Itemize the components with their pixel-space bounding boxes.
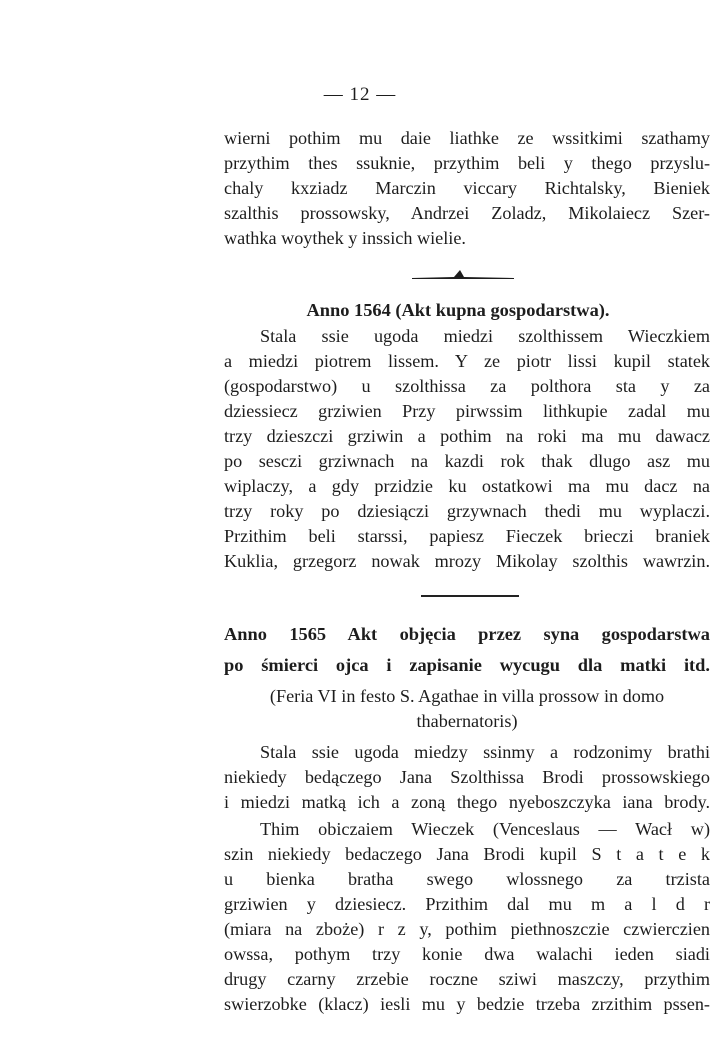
text-line: Kuklia, grzegorz nowak mrozy Mikolay szolthis wawrzin. bbox=[224, 551, 710, 571]
text-line: Stala ssie ugoda miedzy ssinmy a rodzonimy brathi bbox=[260, 742, 710, 762]
text-line: drugy czarny zrzebie roczne sziwi maszczy, przythim bbox=[224, 969, 710, 989]
section-subheading: thabernatoris) bbox=[416, 711, 518, 731]
section-1564 bbox=[224, 296, 710, 324]
section-heading: po śmierci ojca i zapisanie wycugu dla matki itd. bbox=[224, 655, 710, 675]
text-line: swierzobke (klacz) iesli mu y bedzie trzeba zrzithim pssen- bbox=[224, 994, 710, 1014]
section-heading: Anno 1565 Akt objęcia przez syna gospodarstwa bbox=[224, 624, 710, 644]
text-line: Thim obiczaiem Wieczek (Venceslaus — Wacł w) bbox=[260, 819, 710, 839]
text-line: wierni pothim mu daie liathke ze wssitkimi szathamy bbox=[224, 128, 710, 148]
section-subheading: (Feria VI in festo S. Agathae in villa prossow in domo bbox=[269, 686, 665, 706]
text-line: wathka woythek y inssich wielie. bbox=[224, 228, 466, 248]
text-line: grziwien y dziesiecz. Przithim dal mu m a l d r bbox=[224, 894, 710, 914]
text-line: niekiedy bedączego Jana Szolthissa Brodi prossowskiego bbox=[224, 767, 710, 787]
ornament-divider-icon bbox=[410, 266, 516, 282]
text-line: Przithim beli starssi, papiesz Fieczek brieczi braniek bbox=[224, 526, 710, 546]
text-line: Stala ssie ugoda miedzi szolthissem Wieczkiem bbox=[260, 326, 710, 346]
text-line: szalthis prossowsky, Andrzei Zoladz, Mikolaiecz Szer- bbox=[224, 203, 710, 223]
section-1565 bbox=[224, 620, 710, 734]
text-line: owssa, pothym trzy konie dwa walachi ieden siadi bbox=[224, 944, 710, 964]
text-line: chaly kxziadz Marczin viccary Richtalsky, Bieniek bbox=[224, 178, 710, 198]
text-line: (miara na zboże) r z y, pothim piethnoszczie czwierczien bbox=[224, 919, 710, 939]
text-line: i miedzi matką ich a zoną thego nyeboszczyka iana brody. bbox=[224, 792, 710, 812]
text-line: szin niekiedy bedaczego Jana Brodi kupil S t a t e k bbox=[224, 844, 710, 864]
text-line: a miedzi piotrem lissem. Y ze piotr lissi kupil statek bbox=[224, 351, 710, 371]
section-heading: Anno 1564 (Akt kupna gospodarstwa). bbox=[306, 300, 610, 320]
section-1565-body bbox=[224, 740, 710, 1017]
text-line: przythim thes ssuknie, przythim beli y thego przyslu- bbox=[224, 153, 710, 173]
text-line: po sesczi grziwnach na kazdi rok thak dlugo asz mu bbox=[224, 451, 710, 471]
divider-rule bbox=[421, 595, 519, 597]
section-1564-body bbox=[224, 324, 710, 574]
text-line: dziessiecz grziwien Przy pirwssim lithkupie zadal mu bbox=[224, 401, 710, 421]
text-line: (gospodarstwo) u szolthissa za polthora sta y za bbox=[224, 376, 710, 396]
text-line: trzy roky po dziesiączi grzywnach thedi mu wyplaczi. bbox=[224, 501, 710, 521]
text-line: wiplaczy, a gdy przidzie ku ostatkowi ma mu dacz na bbox=[224, 476, 710, 496]
text-line: trzy dzieszczi grziwin a pothim na roki ma mu dawacz bbox=[224, 426, 710, 446]
page-number: — 12 — bbox=[323, 84, 397, 105]
text-line: u bienka bratha swego wlossnego za trzista bbox=[224, 869, 710, 889]
intro-paragraph bbox=[224, 126, 710, 251]
